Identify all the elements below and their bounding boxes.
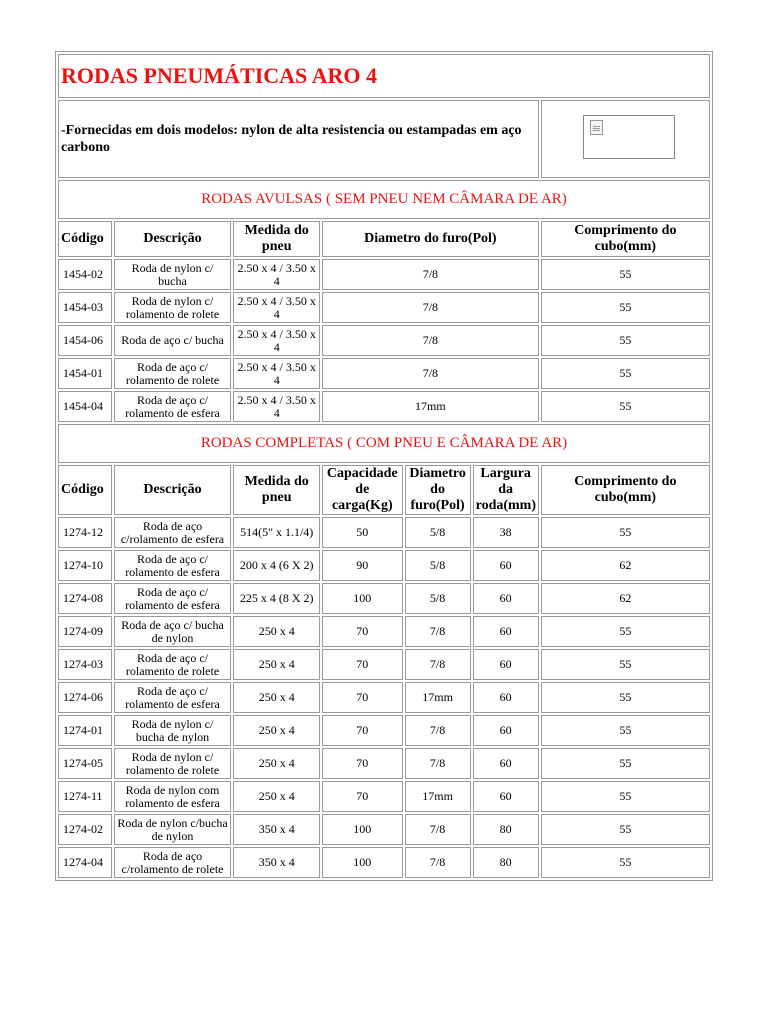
column-header: Descrição [114,465,232,515]
column-header: Medida do pneu [233,465,320,515]
table-cell: 70 [322,715,403,746]
table-cell: 1454-06 [58,325,112,356]
table-cell: 38 [473,517,539,548]
table-cell: 55 [541,682,710,713]
table-cell: 5/8 [405,517,471,548]
table-cell: 5/8 [405,550,471,581]
table-cell: 1454-03 [58,292,112,323]
table-cell: 7/8 [405,616,471,647]
table-cell: 50 [322,517,403,548]
table-cell: Roda de aço c/ rolamento de esfera [114,583,232,614]
table-cell: Roda de aço c/ rolamento de esfera [114,391,232,422]
table-row [58,292,710,323]
table-cell: 1274-05 [58,748,112,779]
column-header: Descrição [114,221,232,257]
table-cell: 7/8 [405,748,471,779]
table-cell: 90 [322,550,403,581]
table-cell: Roda de nylon c/ rolamento de rolete [114,292,232,323]
table-cell: 1274-04 [58,847,112,878]
table-cell: 2.50 x 4 / 3.50 x 4 [233,292,320,323]
table-cell: 1274-08 [58,583,112,614]
table-row [58,325,710,356]
table-cell: 7/8 [405,649,471,680]
table-cell: 7/8 [322,259,539,290]
table-cell: 2.50 x 4 / 3.50 x 4 [233,259,320,290]
table-row [58,748,710,779]
table-cell: 62 [541,583,710,614]
table-cell: 250 x 4 [233,781,320,812]
table-cell: 2.50 x 4 / 3.50 x 4 [233,325,320,356]
table-cell: 55 [541,649,710,680]
table-row [58,814,710,845]
table-cell: 2.50 x 4 / 3.50 x 4 [233,391,320,422]
table-cell: 350 x 4 [233,847,320,878]
table-cell: 60 [473,649,539,680]
column-header: Capacidade de carga(Kg) [322,465,403,515]
column-header: Comprimento do cubo(mm) [541,465,710,515]
table-cell: 17mm [405,682,471,713]
section-heading-completas: RODAS COMPLETAS ( COM PNEU E CÂMARA DE AR) [58,424,710,463]
table-cell: 60 [473,550,539,581]
table-cell: 7/8 [322,325,539,356]
table-cell: 55 [541,292,710,323]
table-cell: 1454-02 [58,259,112,290]
table-cell: 55 [541,748,710,779]
table-cell: 60 [473,715,539,746]
table-cell: 7/8 [322,358,539,389]
table-row [58,550,710,581]
column-header: Comprimento do cubo(mm) [541,221,710,257]
table-cell: Roda de nylon c/bucha de nylon [114,814,232,845]
table-cell: 1274-02 [58,814,112,845]
table-cell: Roda de nylon c/ bucha de nylon [114,715,232,746]
table-cell: 60 [473,583,539,614]
table-cell: 55 [541,259,710,290]
table-cell: 70 [322,682,403,713]
table-row [58,391,710,422]
table-cell: 55 [541,781,710,812]
table-cell: 100 [322,814,403,845]
table-cell: Roda de nylon com rolamento de esfera [114,781,232,812]
table-cell: 55 [541,391,710,422]
table-cell: Roda de aço c/ bucha [114,325,232,356]
table-row [58,358,710,389]
column-header: Código [58,221,112,257]
table-cell: 1454-04 [58,391,112,422]
table-cell: Roda de aço c/ rolamento de esfera [114,550,232,581]
table-cell: 250 x 4 [233,715,320,746]
table-cell: 55 [541,358,710,389]
table-cell: Roda de aço c/ bucha de nylon [114,616,232,647]
table-cell: 17mm [322,391,539,422]
table-cell: 70 [322,649,403,680]
product-image-cell [541,100,710,178]
table-cell: 514(5" x 1.1/4) [233,517,320,548]
table-cell: 1274-10 [58,550,112,581]
table-cell: 7/8 [405,814,471,845]
table-header-row [58,465,710,515]
table-row [58,781,710,812]
table-row [58,649,710,680]
column-header: Diametro do furo(Pol) [322,221,539,257]
table-cell: 5/8 [405,583,471,614]
table-cell: 1274-03 [58,649,112,680]
table-cell: 1274-09 [58,616,112,647]
table-cell: 60 [473,781,539,812]
table-cell: 7/8 [405,715,471,746]
page-title: RODAS PNEUMÁTICAS ARO 4 [58,54,710,98]
table-cell: 70 [322,616,403,647]
table-cell: 2.50 x 4 / 3.50 x 4 [233,358,320,389]
table-cell: 250 x 4 [233,649,320,680]
table-cell: 7/8 [322,292,539,323]
table-cell: 225 x 4 (8 X 2) [233,583,320,614]
table-header-row [58,221,710,257]
table-cell: 7/8 [405,847,471,878]
table-cell: 1274-06 [58,682,112,713]
column-header: Código [58,465,112,515]
table-cell: Roda de aço c/ rolamento de rolete [114,649,232,680]
table-cell: 80 [473,814,539,845]
broken-image-icon [583,115,675,159]
intro-text: -Fornecidas em dois modelos: nylon de alta resistencia ou estampadas em aço carbono [58,100,539,178]
table-row [58,616,710,647]
table-cell: 100 [322,847,403,878]
table-cell: Roda de nylon c/ bucha [114,259,232,290]
column-header: Largura da roda(mm) [473,465,539,515]
table-cell: 1274-01 [58,715,112,746]
table-cell: 350 x 4 [233,814,320,845]
table-row [58,847,710,878]
table-cell: 17mm [405,781,471,812]
section-heading-avulsas: RODAS AVULSAS ( SEM PNEU NEM CÂMARA DE AR) [58,180,710,219]
table-row [58,259,710,290]
table-cell: 60 [473,682,539,713]
table-cell: 1274-11 [58,781,112,812]
table-cell: 70 [322,781,403,812]
table-row [58,583,710,614]
table-cell: 70 [322,748,403,779]
table-cell: 55 [541,814,710,845]
table-cell: 200 x 4 (6 X 2) [233,550,320,581]
column-header: Diametro do furo(Pol) [405,465,471,515]
product-table [55,51,713,881]
column-header: Medida do pneu [233,221,320,257]
table-cell: 55 [541,616,710,647]
table-cell: 100 [322,583,403,614]
table-cell: 60 [473,748,539,779]
table-cell: 55 [541,847,710,878]
table-cell: Roda de aço c/rolamento de rolete [114,847,232,878]
table-cell: 250 x 4 [233,616,320,647]
table-row [58,517,710,548]
table-cell: 1454-01 [58,358,112,389]
table-cell: 55 [541,517,710,548]
table-cell: 62 [541,550,710,581]
table-row [58,715,710,746]
table-cell: 55 [541,325,710,356]
table-cell: Roda de aço c/ rolamento de rolete [114,358,232,389]
table-cell: Roda de aço c/rolamento de esfera [114,517,232,548]
table-cell: 80 [473,847,539,878]
table-cell: 250 x 4 [233,748,320,779]
table-cell: Roda de aço c/ rolamento de esfera [114,682,232,713]
table-cell: Roda de nylon c/ rolamento de rolete [114,748,232,779]
table-cell: 1274-12 [58,517,112,548]
table-cell: 250 x 4 [233,682,320,713]
table-cell: 55 [541,715,710,746]
table-cell: 60 [473,616,539,647]
table-row [58,682,710,713]
